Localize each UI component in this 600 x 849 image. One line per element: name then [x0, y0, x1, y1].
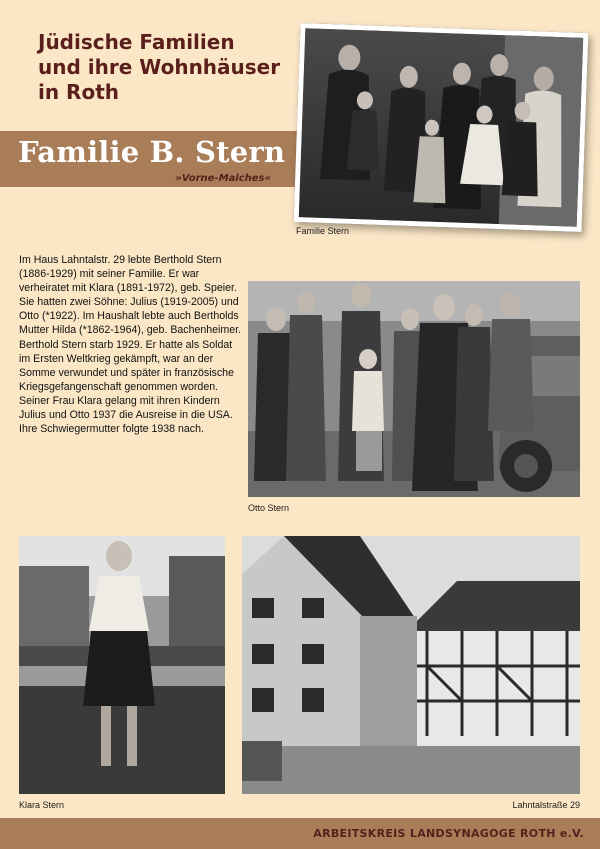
family-photo-image	[299, 28, 583, 227]
klara-photo-image	[19, 536, 225, 794]
series-title	[38, 30, 298, 105]
body-paragraph: Berthold Stern starb 1929. Er hatte als Soldat im Ersten Weltkrieg gekämpft, war an der Somme verwundet und später in französische Kriegsgefangenschaft genommen worden.	[19, 338, 234, 393]
body-paragraph: Seiner Frau Klara gelang mit ihren Kindern Julius und Otto 1937 die Ausreise in die USA. Ihre Schwiegermutter folgte 1938 nach.	[19, 394, 233, 436]
series-title-line-3: in Roth	[38, 80, 119, 104]
page-title: Familie B. Stern	[18, 135, 286, 169]
family-photo	[294, 23, 589, 232]
house-name: »Vorne-Malches«	[175, 173, 271, 184]
otto-photo-caption: Otto Stern	[248, 503, 290, 513]
body-paragraph: Im Haus Lahntalstr. 29 lebte Berthold Stern (1886-1929) mit seiner Familie. Er war verheiratet mit Klara (1891-1972), geb. Speier. Sie hatten zwei Söhne: Julius (1919-2005) und Otto (*1922). Im Haushalt lebte auch Bertholds Mutter Hilda (*1862-1964), geb. Bachenheimer.	[19, 254, 242, 337]
title-band	[0, 131, 301, 187]
series-title-line-1: Jüdische Familien	[38, 30, 235, 54]
otto-photo-image	[248, 281, 580, 497]
house-photo	[242, 536, 580, 794]
footer-band	[0, 818, 600, 849]
series-title-line-2: und ihre Wohnhäuser	[38, 55, 281, 79]
otto-photo	[248, 281, 580, 497]
house-photo-caption: Lahntalstraße 29	[512, 800, 580, 810]
klara-photo-caption: Klara Stern	[19, 800, 65, 810]
klara-photo	[19, 536, 225, 794]
house-photo-image	[242, 536, 580, 794]
body-text	[19, 253, 241, 436]
family-photo-caption: Familie Stern	[296, 226, 350, 236]
footer-organization: ARBEITSKREIS LANDSYNAGOGE ROTH e.V.	[313, 827, 584, 840]
